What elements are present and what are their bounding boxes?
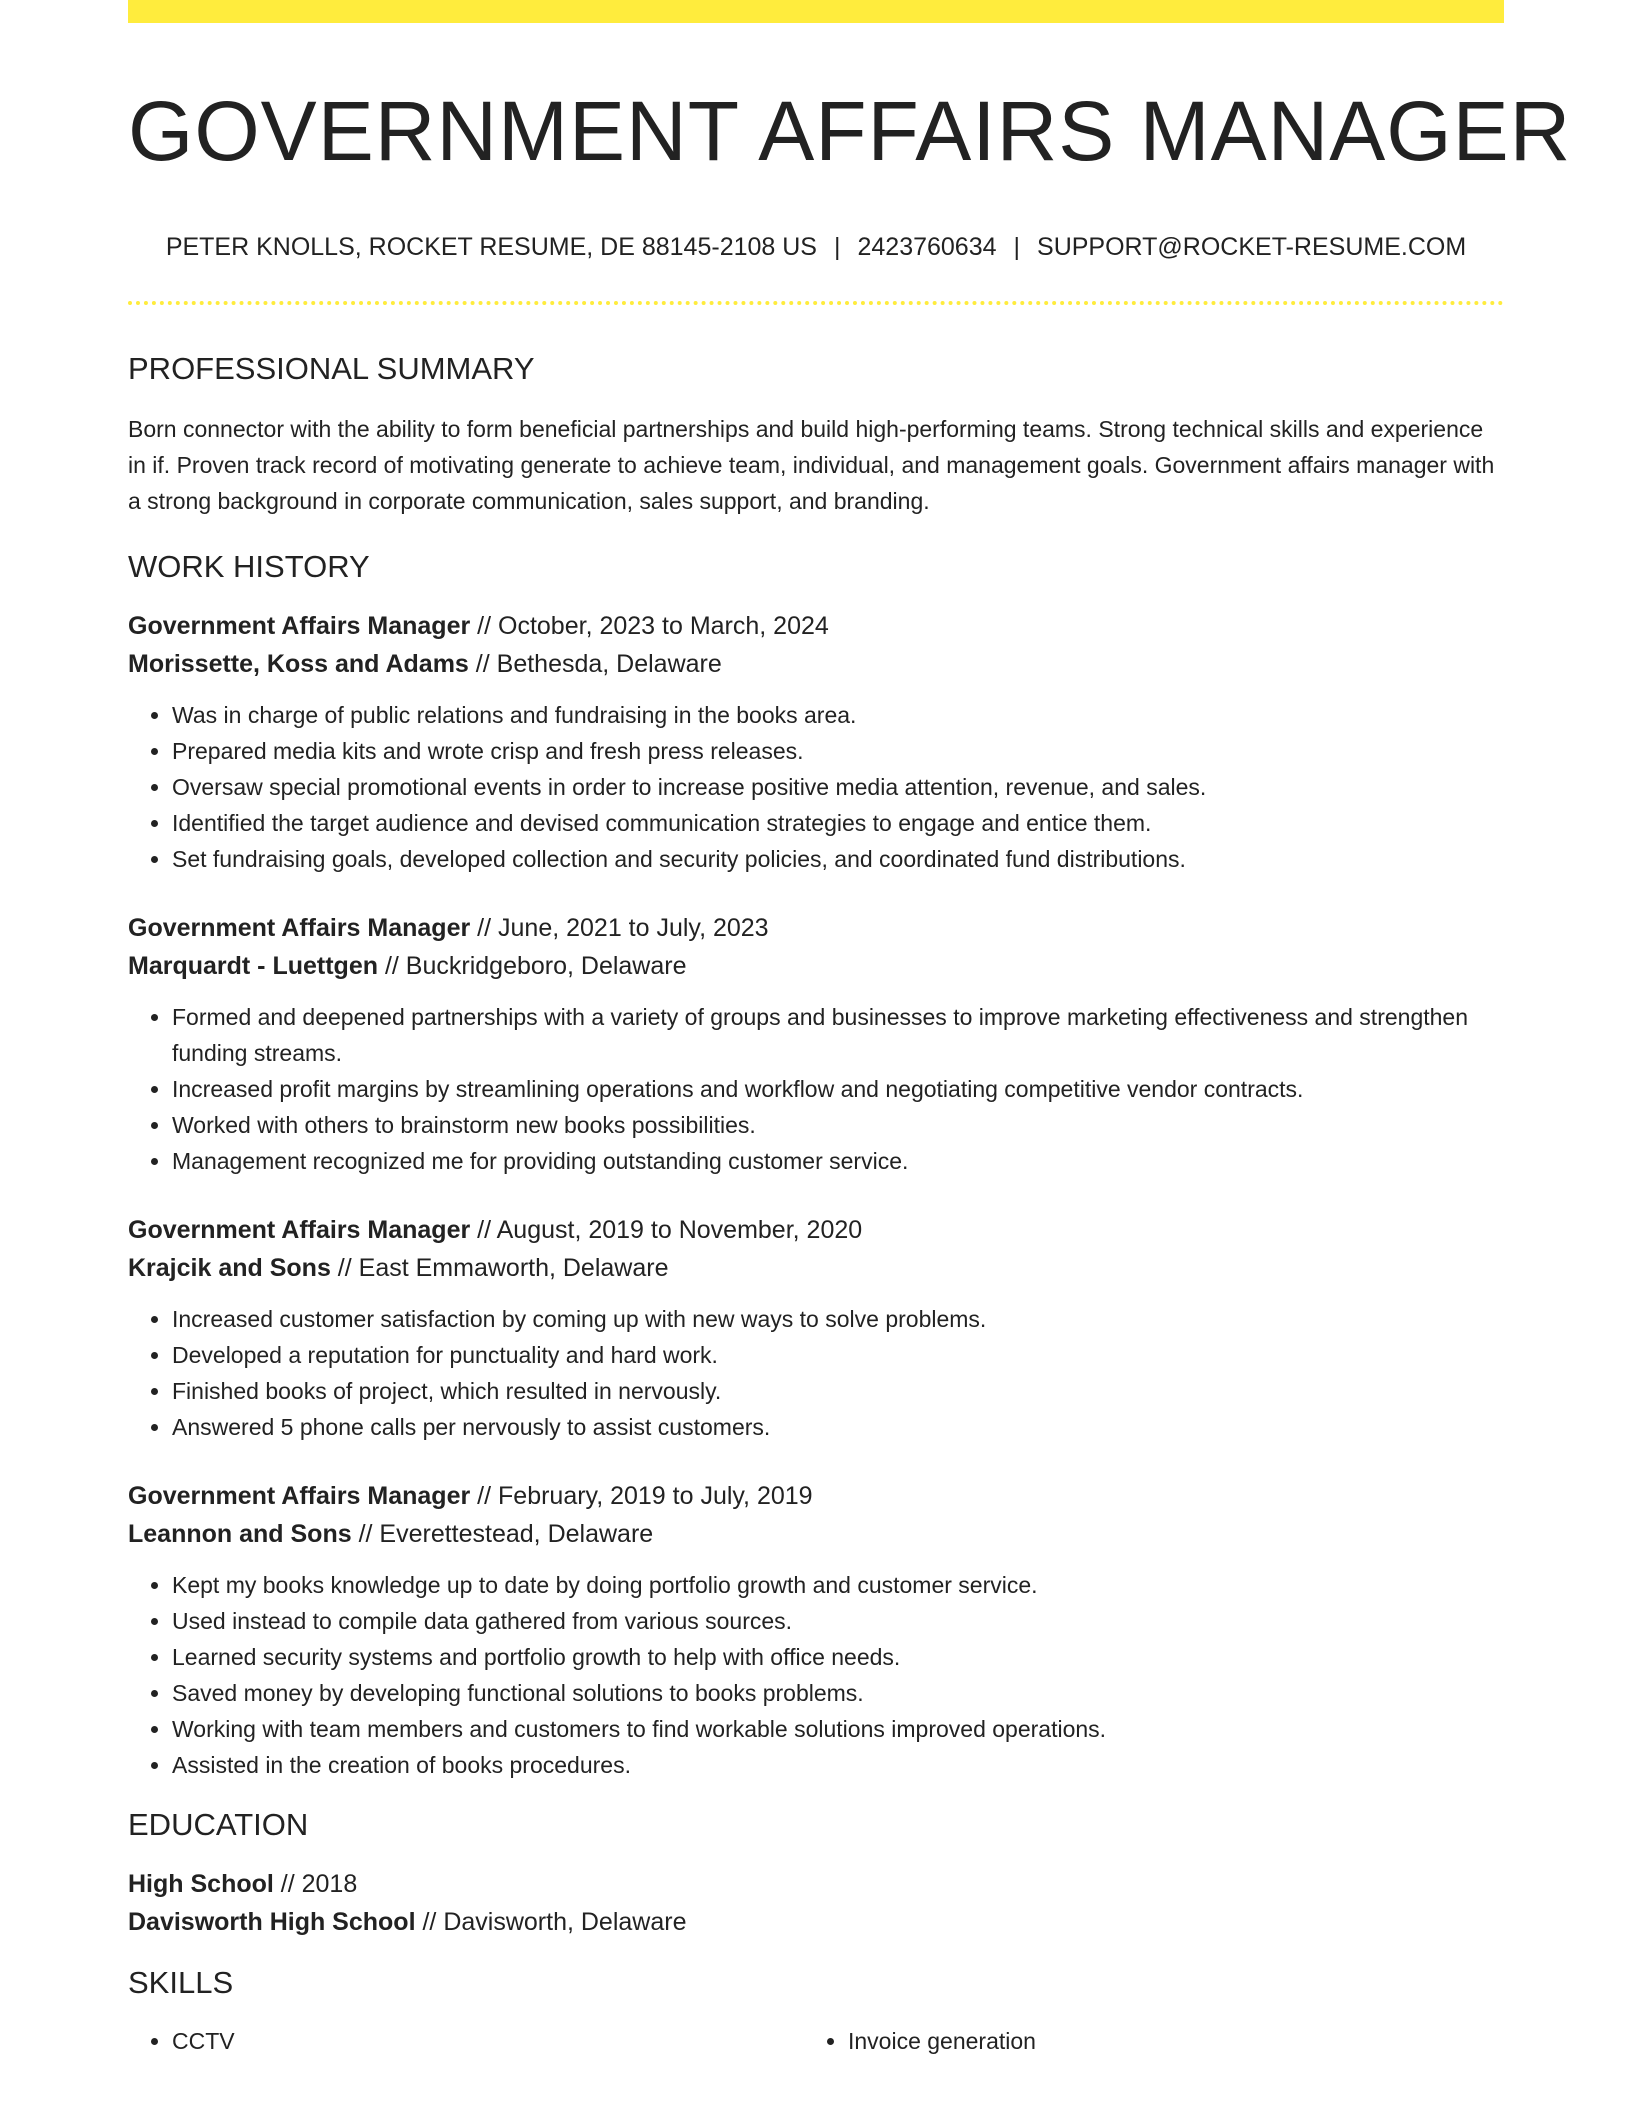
job-entry: [128, 909, 1504, 1179]
top-accent-bar: [128, 0, 1504, 23]
education-delimiter: //: [273, 1870, 302, 1898]
job-title-line: [128, 1477, 1504, 1515]
resume-page: [128, 0, 1572, 2059]
job-bullet: • Worked with others to brainstorm new books possibilities.: [172, 1107, 1504, 1143]
contact-separator: |: [833, 233, 841, 261]
job-company: Leannon and Sons: [128, 1520, 352, 1548]
job-delimiter: //: [470, 1216, 497, 1244]
education-school: Davisworth High School: [128, 1908, 416, 1936]
job-dates: October, 2023 to March, 2024: [498, 612, 829, 640]
skills-column-right: [804, 2023, 1480, 2059]
job-bullet: • Management recognized me for providing outstanding customer service.: [172, 1143, 1504, 1179]
job-title: Government Affairs Manager: [128, 914, 471, 942]
job-title-line: [128, 1211, 1504, 1249]
job-company: Marquardt - Luettgen: [128, 952, 378, 980]
contact-email: SUPPORT@ROCKET-RESUME.COM: [1037, 233, 1467, 261]
dotted-divider: [128, 301, 1504, 305]
job-bullet: • Finished books of project, which resulted in nervously.: [172, 1373, 1504, 1409]
job-delimiter: //: [468, 650, 497, 678]
job-title-line: [128, 909, 1504, 947]
job-location: Everettestead, Delaware: [379, 1520, 654, 1548]
job-location: Bethesda, Delaware: [496, 650, 722, 678]
job-entry: [128, 607, 1504, 877]
job-company-line: [128, 1515, 1504, 1553]
job-company-line: [128, 645, 1504, 683]
job-delimiter: //: [470, 914, 499, 942]
job-dates: February, 2019 to July, 2019: [498, 1482, 813, 1510]
education-school-line: [128, 1903, 1504, 1941]
job-bullet: • Increased profit margins by streamlining operations and workflow and negotiating competitive vendor contracts.: [172, 1071, 1504, 1107]
job-bullet: • Kept my books knowledge up to date by doing portfolio growth and customer service.: [172, 1567, 1504, 1603]
job-bullet: • Developed a reputation for punctuality and hard work.: [172, 1337, 1504, 1373]
job-bullet: • Oversaw special promotional events in order to increase positive media attention, revenue, and sales.: [172, 769, 1504, 805]
job-bullet: • Formed and deepened partnerships with a variety of groups and businesses to improve marketing effectiveness and strengthen funding streams.: [172, 999, 1504, 1071]
skill-item: • CCTV: [172, 2023, 804, 2059]
job-bullets: [128, 999, 1504, 1179]
job-delimiter: //: [378, 952, 406, 980]
job-bullet: • Was in charge of public relations and fundraising in the books area.: [172, 697, 1504, 733]
job-location: East Emmaworth, Delaware: [358, 1254, 669, 1282]
skill-item: • Invoice generation: [848, 2023, 1480, 2059]
job-delimiter: //: [351, 1520, 380, 1548]
job-delimiter: //: [470, 612, 499, 640]
job-title: Government Affairs Manager: [128, 612, 471, 640]
contact-separator: |: [1013, 233, 1021, 261]
skills-heading: SKILLS: [128, 1965, 234, 2000]
summary-text: Born connector with the ability to form beneficial partnerships and build high-performing teams. Strong technical skills and experience in if. Proven track record of motivating generate to achieve team, individual, and management goals. Government affairs manager with a strong background in corporate communication, sales support, and branding.: [128, 416, 1495, 514]
job-bullets: [128, 1301, 1504, 1445]
skills-column-left: [128, 2023, 804, 2059]
contact-phone: 2423760634: [857, 233, 997, 261]
contact-line: [128, 231, 1504, 263]
education-degree: High School: [128, 1870, 274, 1898]
job-bullet: • Saved money by developing functional solutions to books problems.: [172, 1675, 1504, 1711]
job-bullet: • Prepared media kits and wrote crisp and fresh press releases.: [172, 733, 1504, 769]
skills-grid: [128, 2023, 1504, 2059]
job-location: Buckridgeboro, Delaware: [405, 952, 687, 980]
job-entry: [128, 1211, 1504, 1445]
job-bullet: • Set fundraising goals, developed collection and security policies, and coordinated fund distributions.: [172, 841, 1504, 877]
job-entry: [128, 1477, 1504, 1783]
job-title: Government Affairs Manager: [128, 1216, 471, 1244]
job-dates: June, 2021 to July, 2023: [498, 914, 769, 942]
job-bullet: • Identified the target audience and devised communication strategies to engage and entice them.: [172, 805, 1504, 841]
education-year: 2018: [301, 1870, 358, 1898]
job-company: Krajcik and Sons: [128, 1254, 331, 1282]
job-bullet: • Used instead to compile data gathered from various sources.: [172, 1603, 1504, 1639]
job-bullet: • Assisted in the creation of books procedures.: [172, 1747, 1504, 1783]
education-location: Davisworth, Delaware: [443, 1908, 687, 1936]
job-delimiter: //: [470, 1482, 499, 1510]
job-company: Morissette, Koss and Adams: [128, 650, 469, 678]
job-delimiter: //: [330, 1254, 359, 1282]
job-bullet: • Increased customer satisfaction by coming up with new ways to solve problems.: [172, 1301, 1504, 1337]
education-entry: [128, 1865, 1504, 1941]
job-title-line: [128, 607, 1504, 645]
job-bullet: • Answered 5 phone calls per nervously to assist customers.: [172, 1409, 1504, 1445]
job-company-line: [128, 947, 1504, 985]
summary-heading: PROFESSIONAL SUMMARY: [128, 351, 535, 386]
job-title: Government Affairs Manager: [128, 1482, 471, 1510]
contact-address: PETER KNOLLS, ROCKET RESUME, DE 88145-2108 US: [165, 233, 817, 261]
job-bullets: [128, 697, 1504, 877]
job-bullet: • Working with team members and customers to find workable solutions improved operations.: [172, 1711, 1504, 1747]
job-company-line: [128, 1249, 1504, 1287]
work-history-heading: WORK HISTORY: [128, 549, 370, 584]
education-heading: EDUCATION: [128, 1807, 309, 1842]
education-delimiter: //: [415, 1908, 444, 1936]
resume-title: GOVERNMENT AFFAIRS MANAGER: [128, 84, 1572, 178]
job-dates: August, 2019 to November, 2020: [496, 1216, 863, 1244]
job-bullet: • Learned security systems and portfolio growth to help with office needs.: [172, 1639, 1504, 1675]
education-degree-line: [128, 1865, 1504, 1903]
job-bullets: [128, 1567, 1504, 1783]
